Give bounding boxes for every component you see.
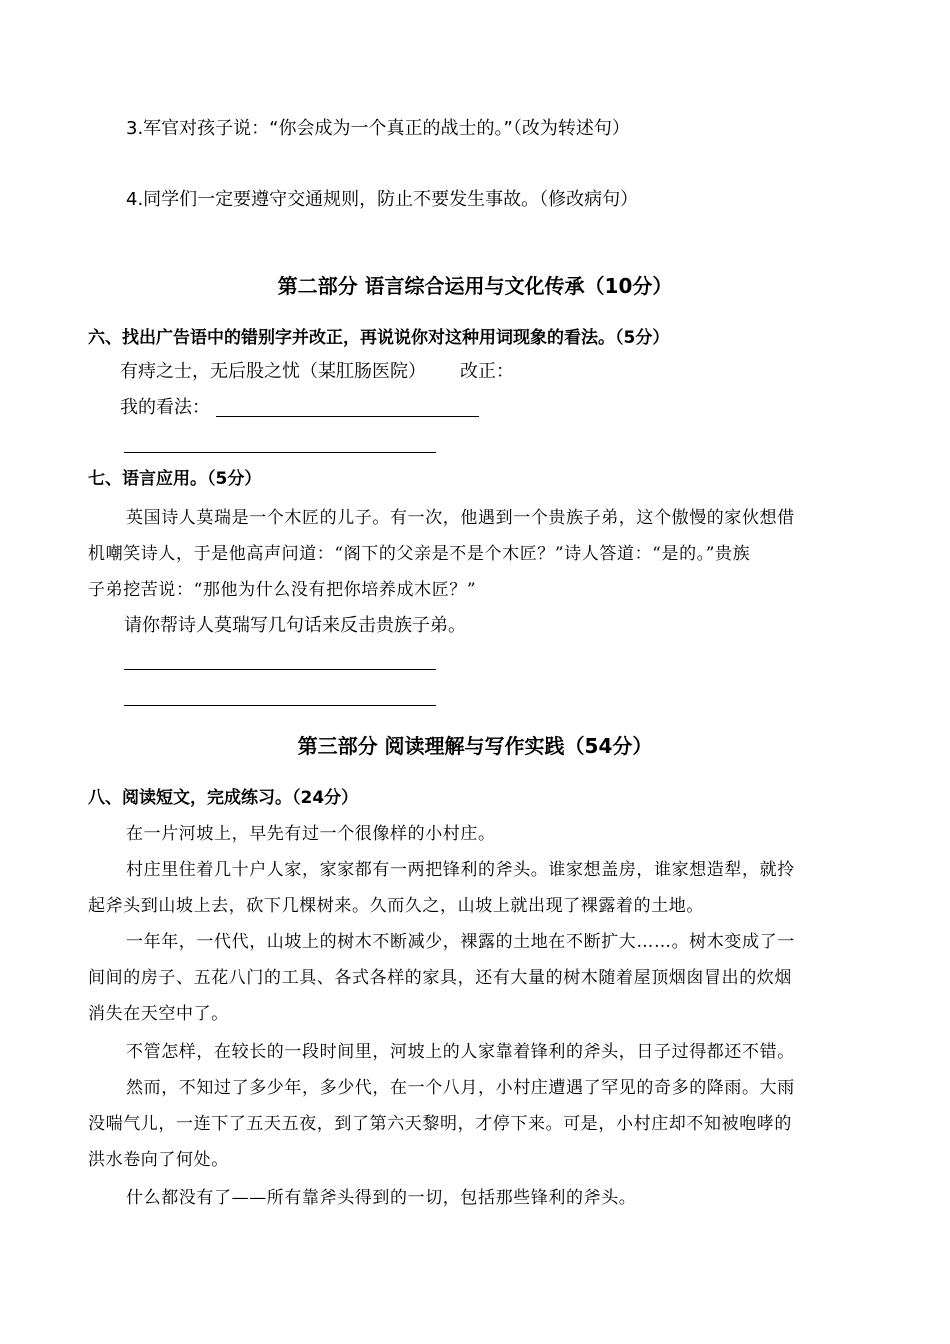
q8-passage-line: 然而，不知过了多少年，多少代，在一个八月，小村庄遭遇了罕见的奇多的降雨。大雨 [126, 1078, 795, 1098]
part2-heading: 第二部分 语言综合运用与文化传承（10分） [277, 274, 673, 298]
q6-correct-label: 改正： [460, 361, 514, 382]
q6-ad-text: 有痔之士，无后股之忧（某肛肠医院） [120, 361, 426, 382]
q7-paragraph-line: 子弟挖苦说：“那他为什么没有把你培养成木匠？” [88, 580, 477, 600]
q8-passage-line: 不管怎样，在较长的一段时间里，河坡上的人家靠着锋利的斧头，日子过得都还不错。 [126, 1042, 795, 1062]
q7-paragraph-line: 英国诗人莫瑞是一个木匠的儿子。有一次，他遇到一个贵族子弟，这个傲慢的家伙想借 [126, 508, 795, 528]
q8-passage-line: 间间的房子、五花八门的工具、各式各样的家具，还有大量的树木随着屋顶烟囱冒出的炊烟 [88, 968, 792, 988]
q6-answer-line-2[interactable] [124, 452, 436, 453]
q8-title: 八、阅读短文，完成练习。（24分） [88, 788, 359, 808]
q8-passage-line: 一年年，一代代，山坡上的树木不断减少，裸露的土地在不断扩大……。树木变成了一 [126, 932, 795, 952]
question-item-3: 3.军官对孩子说：“你会成为一个真正的战士的。”（改为转述句） [126, 118, 630, 139]
q7-paragraph-line: 机嘲笑诗人，于是他高声问道：“阁下的父亲是不是个木匠？”诗人答道：“是的。”贵族 [88, 544, 751, 564]
q8-passage-line: 消失在天空中了。 [88, 1004, 229, 1024]
q6-opinion-label: 我的看法： [120, 397, 210, 418]
q7-answer-line-1[interactable] [124, 669, 436, 670]
q8-passage-line: 起斧头到山坡上去，砍下几棵树来。久而久之，山坡上就出现了裸露着的土地。 [88, 896, 704, 916]
q8-passage-line: 在一片河坡上，早先有过一个很像样的小村庄。 [126, 824, 496, 844]
q6-title: 六、找出广告语中的错别字并改正，再说说你对这种用词现象的看法。（5分） [88, 328, 670, 348]
question-item-4: 4.同学们一定要遵守交通规则，防止不要发生事故。（修改病句） [126, 189, 639, 210]
q7-prompt: 请你帮诗人莫瑞写几句话来反击贵族子弟。 [124, 615, 466, 636]
q8-passage-line: 村庄里住着几十户人家，家家都有一两把锋利的斧头。谁家想盖房，谁家想造犁，就拎 [126, 860, 795, 880]
q6-answer-line-1[interactable] [216, 416, 479, 417]
q7-title: 七、语言应用。（5分） [88, 469, 262, 489]
q8-passage-line: 洪水卷向了何处。 [88, 1150, 229, 1170]
q8-passage-line: 没喘气儿，一连下了五天五夜，到了第六天黎明，才停下来。可是，小村庄却不知被咆哮的 [88, 1114, 792, 1134]
q7-answer-line-2[interactable] [124, 705, 436, 706]
q8-passage-line: 什么都没有了——所有靠斧头得到的一切，包括那些锋利的斧头。 [126, 1188, 637, 1208]
part3-heading: 第三部分 阅读理解与写作实践（54分） [297, 734, 653, 758]
